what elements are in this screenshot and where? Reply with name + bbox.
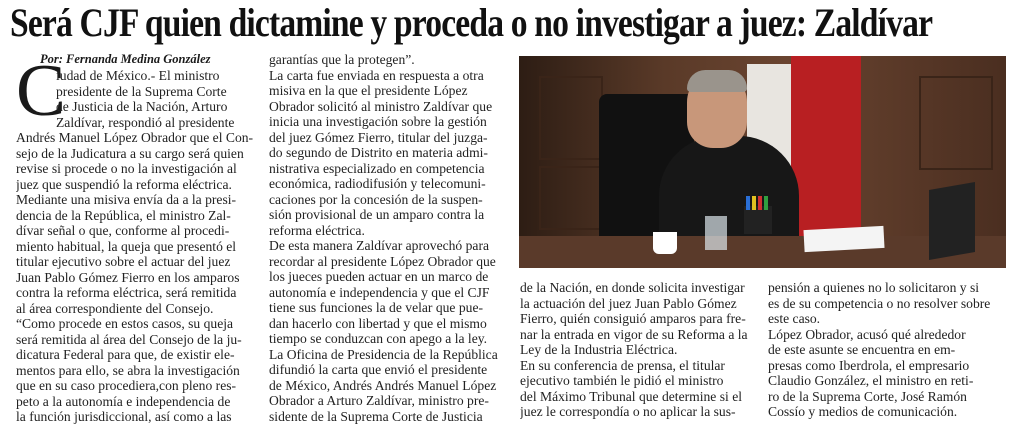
text-line: de México, Andrés Andrés Manuel López <box>269 377 497 393</box>
text-line: miento habitual, la queja que presentó el <box>16 238 237 254</box>
article-column-4 <box>768 280 1008 420</box>
text-line: de este asunte se encuentra en em- <box>768 342 956 357</box>
text-line: del juez Gómez Fierro, titular del juzga- <box>269 129 488 145</box>
text-line: do segundo de Distrito en materia admi- <box>269 145 488 160</box>
text-line: Andrés Manuel López Obrador que el Con- <box>16 130 254 145</box>
text-line: pensión a quienes no lo solicitaron y si <box>768 280 980 295</box>
text-line: Mediante una misiva envía da a la presi- <box>16 192 237 207</box>
text-line: Fierro, quién consiguió amparos para fre- <box>520 311 746 326</box>
text-line: ro de la Suprema Corte, José Ramón <box>768 388 967 404</box>
text-line: de Justicia de la Nación, Arturo <box>56 99 228 114</box>
text-line: La Oficina de Presidencia de la República <box>269 346 498 362</box>
text-line: será remitida al área del Consejo de la ju- <box>16 331 242 347</box>
text-line: juez le correspondía o no aplicar la sus- <box>520 404 736 419</box>
text-line: es de su competencia o no resolver sobre <box>768 295 991 311</box>
text-line: la actuación del juez Juan Pablo Gómez <box>520 295 737 311</box>
text-line: Cossío y medios de comunicación. <box>768 404 958 419</box>
text-line: revise si procede o no la investigación al <box>16 161 237 176</box>
text-line: los jueces pueden actuar en un marco de <box>269 269 489 284</box>
text-line: tiene sus funciones la de velar que pue- <box>269 300 484 315</box>
text-line: presas como Iberdrola, el empresario <box>768 357 970 373</box>
text-line: sidente de la Suprema Corte de Justicia <box>269 408 483 424</box>
text-line: peto a la autonomía e independencia de <box>16 393 231 409</box>
text-line: De esta manera Zaldívar aprovechó para <box>269 238 490 253</box>
text-line: Juan Pablo Gómez Fierro en los amparos <box>16 269 240 285</box>
text-line: Ley de la Industria Eléctrica. <box>520 342 678 357</box>
text-line: económica, radiodifusión y telecomuni- <box>269 176 486 191</box>
text-line: recordar al presidente López Obrador que <box>269 253 496 269</box>
text-line: ejecutivo también le pidió el ministro <box>520 373 724 388</box>
text-line: caciones por la concesión de la suspen- <box>269 191 483 207</box>
text-line: dicatura Federal para que, de existir ele- <box>16 347 235 362</box>
article-column-3 <box>520 280 754 420</box>
text-line: dan hacerlo con libertad y que el mismo <box>269 315 487 331</box>
text-line: autonomía e independencia y que el CJF <box>269 284 490 300</box>
text-line: difundió la carta que envió el presidente <box>269 362 488 377</box>
text-line: nar la entrada en vigor de su Reforma a la <box>520 326 748 342</box>
text-line: Obrador solicitó al ministro Zaldívar que <box>269 98 493 114</box>
article-photo <box>519 56 1006 268</box>
text-line: del Máximo Tribunal que determine si el <box>520 388 742 404</box>
text-line: sejo de la Judicatura a su cargo será quien <box>16 145 244 161</box>
text-line: En su conferencia de prensa, el titular <box>520 357 725 373</box>
text-line: mentos para ello, se abra la investigación <box>16 362 240 378</box>
text-line: garantías que la protegen”. <box>269 52 415 67</box>
text-line: que en su caso procediera,con pleno res- <box>16 378 237 393</box>
text-line: dencia de la República, el ministro Zal- <box>16 207 231 223</box>
text-line: presidente de la Suprema Corte <box>56 83 227 99</box>
text-line: la función jurisdiccional, así como a las <box>16 409 232 424</box>
text-line: inicia una investigación sobre la gestión <box>269 114 487 129</box>
text-line: reforma eléctrica. <box>269 222 365 238</box>
article-column-1 <box>16 68 262 425</box>
text-line: dívar señal o que, conforme al procedi- <box>16 223 230 238</box>
text-line: tiempo se conduzcan con apego a la ley. <box>269 331 488 346</box>
text-line: iudad de México.- El ministro <box>56 68 220 83</box>
text-line: López Obrador, acusó qué alrededor <box>768 326 966 342</box>
text-line: titular ejecutivo sobre el actuar del juez <box>16 254 231 269</box>
text-line: al área correspondiente del Consejo. <box>16 300 214 316</box>
text-line: Zaldívar, respondió al presidente <box>56 114 235 130</box>
byline: Por: Fernanda Medina González <box>40 52 211 66</box>
article-column-2 <box>269 52 510 424</box>
text-line: contra la reforma eléctrica, será remitida <box>16 285 237 300</box>
text-line: La carta fue enviada en respuesta a otra <box>269 67 484 83</box>
text-line: juez que suspendió la reforma eléctrica. <box>16 176 232 192</box>
headline: Será CJF quien dictamine y proceda o no investigar a juez: Zaldívar <box>10 0 933 45</box>
text-line: Obrador a Arturo Zaldívar, ministro pre- <box>269 393 489 408</box>
drop-cap: C <box>16 50 66 132</box>
text-line: Claudio González, el ministro en reti- <box>768 373 974 388</box>
text-line: este caso. <box>768 311 821 326</box>
text-line: misiva en la que el presidente López <box>269 83 468 98</box>
text-line: de la Nación, en donde solicita investigar <box>520 280 745 295</box>
text-line: sión provisional de un amparo contra la <box>269 207 485 222</box>
text-line: nistrativa especializado en competencia <box>269 160 485 176</box>
text-line: “Como procede en estos casos, su queja <box>16 316 234 331</box>
